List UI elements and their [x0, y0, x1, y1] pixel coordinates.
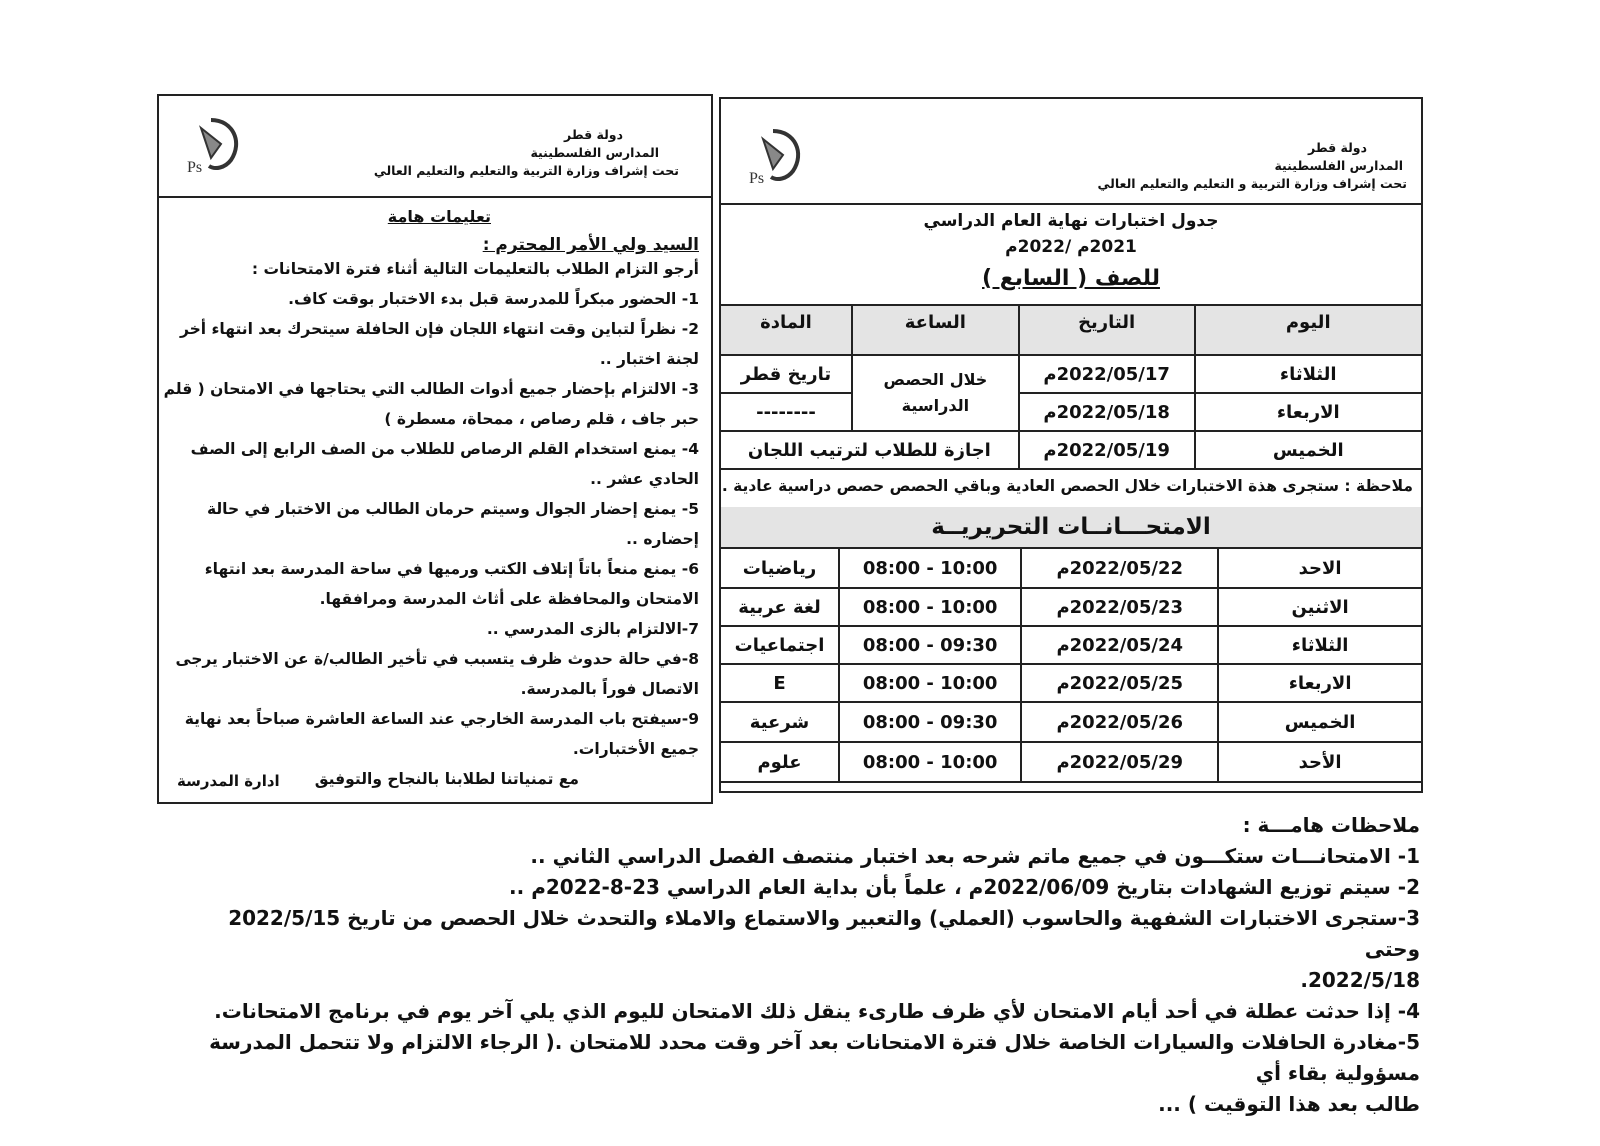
time-cell: 08:00 - 10:00: [839, 548, 1021, 588]
table-row: [720, 664, 1422, 702]
table-row: [720, 702, 1422, 742]
committee-note-cell: اجازة للطلاب لترتيب اللجان: [720, 431, 1019, 469]
date-cell: 2022/05/18م: [1019, 393, 1195, 431]
date-cell: 2022/05/24م: [1021, 626, 1218, 664]
day-cell: الثلاثاء: [1218, 626, 1422, 664]
school-header: [1097, 139, 1407, 193]
notes-title: ملاحظات هامـــة :: [1242, 813, 1420, 837]
col-time-header: الساعة: [852, 305, 1019, 355]
time-cell: 08:00 - 10:00: [839, 742, 1021, 782]
note-item: 4- إذا حدثت عطلة في أحد أيام الامتحان لأي ظرف طارىء ينقل ذلك الامتحان لليوم الذي يلي آخر يوم في برنامج الامتحانات.: [214, 999, 1420, 1023]
closing-wish: مع تمنياتنا لطلابنا بالنجاح والتوفيق: [314, 770, 579, 788]
time-cell: 08:00 - 09:30: [839, 702, 1021, 742]
note-item: طالب بعد هذا التوقيت ) ...: [1158, 1092, 1420, 1116]
date-cell: 2022/05/29م: [1021, 742, 1218, 782]
instruction-line: لجنة اختبار ..: [599, 350, 699, 368]
date-cell: 2022/05/22م: [1021, 548, 1218, 588]
instruction-line: 9-سيفتح باب المدرسة الخارجي عند الساعة العاشرة صباحاً بعد نهاية: [184, 710, 699, 728]
day-cell: الاربعاء: [1218, 664, 1422, 702]
day-cell: الاحد: [1218, 548, 1422, 588]
instructions-list: [163, 284, 699, 794]
header-separator: [721, 203, 1421, 205]
instruction-line: حبر جاف ، قلم رصاص ، ممحاة، مسطرة ): [384, 410, 699, 428]
instructions-panel: [157, 94, 713, 804]
time-cell: 08:00 - 10:00: [839, 588, 1021, 626]
subject-cell: رياضيات: [720, 548, 839, 588]
instruction-line: 3- الالتزام بإحضار جميع أدوات الطالب التي يحتاجها في الامتحان ( قلم: [163, 380, 699, 398]
note-item: 2022/5/18.: [1300, 968, 1420, 992]
school-header: [374, 126, 679, 180]
time-cell: خلال الحصص الدراسية: [852, 355, 1019, 431]
instruction-line: إحضاره ..: [626, 530, 699, 548]
note-item: 1- الامتحانـــات ستكـــون في جميع ماتم شرحه بعد اختبار منتصف الفصل الدراسي الثاني ..: [530, 844, 1420, 868]
table-row: [720, 742, 1422, 782]
country-name: دولة قطر: [1308, 140, 1367, 155]
date-cell: 2022/05/17م: [1019, 355, 1195, 393]
instruction-line: الاتصال فوراً بالمدرسة.: [520, 680, 699, 698]
school-logo-icon: [181, 114, 245, 178]
instruction-line: 6- يمنع منعاً باتاً إتلاف الكتب ورميها في ساحة المدرسة بعد انتهاء: [204, 560, 699, 578]
salutation: السيد ولي الأمر المحترم :: [482, 235, 699, 255]
date-cell: 2022/05/26م: [1021, 702, 1218, 742]
signature: ادارة المدرسة: [177, 772, 280, 790]
instructions-intro: أرجو التزام الطلاب بالتعليمات التالية أثناء فترة الامتحانات :: [251, 260, 699, 278]
time-cell: 08:00 - 09:30: [839, 626, 1021, 664]
note-item: 5-مغادرة الحافلات والسيارات الخاصة خلال فترة الامتحانات بعد آخر وقت محدد للامتحان .( الرجاء الالتزام ولا تتحمل المدرسة مسؤولية بقاء أي: [209, 1030, 1420, 1085]
written-exams-title: الامتحـــانــات التحريريــة: [721, 507, 1421, 547]
subject-cell: لغة عربية: [720, 588, 839, 626]
day-cell: الخميس: [1218, 702, 1422, 742]
col-day-header: اليوم: [1195, 305, 1423, 355]
written-exam-table: [719, 547, 1423, 783]
instruction-line: 2- نظراً لتباين وقت انتهاء اللجان فإن الحافلة سيتحرك بعد انتهاء أخر: [179, 320, 699, 338]
table-header-row: [720, 305, 1422, 355]
table-row: [720, 393, 1422, 431]
col-date-header: التاريخ: [1019, 305, 1195, 355]
subject-cell: --------: [720, 393, 852, 431]
country-name: دولة قطر: [564, 127, 623, 142]
date-cell: 2022/05/23م: [1021, 588, 1218, 626]
grade-title: للصف ( السابع ): [982, 266, 1160, 291]
academic-year: 2021م /2022م: [1005, 237, 1137, 257]
subject-cell: تاريخ قطر: [720, 355, 852, 393]
time-cell: 08:00 - 10:00: [839, 664, 1021, 702]
school-logo-icon: [743, 125, 807, 189]
oral-exam-table: [719, 304, 1423, 470]
school-name: المدارس الفلسطينية: [1274, 158, 1403, 173]
table-row: [720, 355, 1422, 393]
subject-cell: شرعية: [720, 702, 839, 742]
subject-cell: علوم: [720, 742, 839, 782]
subject-cell: E: [720, 664, 839, 702]
ministry-name: تحت إشراف وزارة التربية و التعليم والتعليم العالي: [1097, 176, 1407, 191]
svg-text:Ps: Ps: [749, 170, 765, 187]
col-subject-header: المادة: [720, 305, 852, 355]
schedule-note: ملاحظة : ستجرى هذة الاختبارات خلال الحصص العادية وباقي الحصص حصص دراسية عادية .: [721, 477, 1413, 495]
table-row: [720, 548, 1422, 588]
date-cell: 2022/05/19م: [1019, 431, 1195, 469]
instruction-line: 4- يمنع استخدام القلم الرصاص للطلاب من الصف الرابع إلى الصف: [190, 440, 699, 458]
table-row: [720, 588, 1422, 626]
instruction-line: جميع الأختبارات.: [572, 740, 699, 758]
instruction-line: 5- يمنع إحضار الجوال وسيتم حرمان الطالب من الاختبار في حالة: [206, 500, 699, 518]
instructions-title: تعليمات هامة: [387, 207, 491, 226]
ministry-name: تحت إشراف وزارة التربية والتعليم والتعليم العالي: [373, 163, 679, 178]
instruction-line: الحادي عشر ..: [590, 470, 699, 488]
instruction-line: 1- الحضور مبكراً للمدرسة قبل بدء الاختبار بوقت كاف.: [288, 290, 699, 308]
date-cell: 2022/05/25م: [1021, 664, 1218, 702]
header-separator: [159, 196, 711, 198]
table-row: [720, 626, 1422, 664]
day-cell: الخميس: [1195, 431, 1423, 469]
day-cell: الثلاثاء: [1195, 355, 1423, 393]
day-cell: الأحد: [1218, 742, 1422, 782]
instruction-line: 8-في حالة حدوث ظرف يتسبب في تأخير الطالب/ة عن الاختبار يرجى: [175, 650, 699, 668]
exam-schedule-panel: [719, 97, 1423, 793]
instruction-line: 7-الالتزام بالزى المدرسي ..: [486, 620, 699, 638]
svg-text:Ps: Ps: [187, 159, 203, 176]
instruction-line: الامتحان والمحافظة على أثاث المدرسة ومرافقها.: [319, 590, 699, 608]
day-cell: الاربعاء: [1195, 393, 1423, 431]
school-name: المدارس الفلسطينية: [530, 145, 659, 160]
day-cell: الاثنين: [1218, 588, 1422, 626]
note-item: 2- سيتم توزيع الشهادات بتاريخ 2022/06/09م ، علماً بأن بداية العام الدراسي 23-8-2022م ..: [509, 875, 1420, 899]
important-notes: [170, 810, 1420, 1120]
note-item: 3-ستجرى الاختبارات الشفهية والحاسوب (العملي) والتعبير والاستماع والاملاء والتحدث خلال الحصص من تاريخ 2022/5/15 وحتى: [228, 906, 1420, 961]
table-row: [720, 431, 1422, 469]
schedule-title: جدول اختبارات نهاية العام الدراسي: [923, 211, 1219, 231]
subject-cell: اجتماعيات: [720, 626, 839, 664]
